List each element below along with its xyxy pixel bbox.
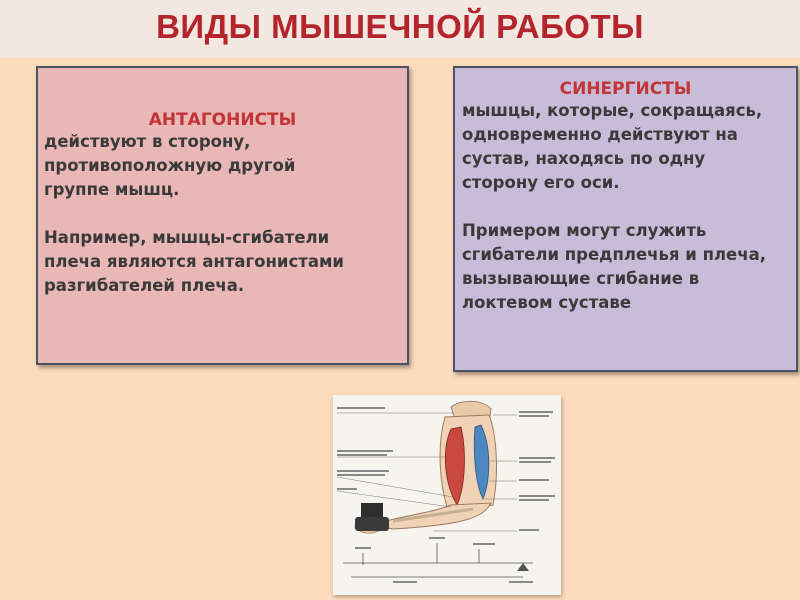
text-line: сторону его оси. [462,173,620,192]
text-line: противоположную другой [44,156,296,175]
text-line: разгибателей плеча. [44,276,245,295]
antagonists-example [38,226,407,298]
arm-muscle-anatomy-illustration [333,395,561,595]
text-line: одновременно действуют на [462,125,738,144]
synergists-example [455,219,796,315]
text-line: вызывающие сгибание в [462,269,700,288]
text-line: сгибатели предплечья и плеча, [462,245,766,264]
text-line: плеча являются антагонистами [44,252,344,271]
page-title: ВИДЫ МЫШЕЧНОЙ РАБОТЫ [156,8,644,45]
text-line: действуют в сторону, [44,132,251,151]
text-line: Примером могут служить [462,221,707,240]
text-line: сустав, находясь по одну [462,149,706,168]
antagonists-definition [38,130,407,202]
text-line: группе мышц. [44,180,180,199]
antagonists-box [36,66,409,365]
text-line: мышцы, которые, сокращаясь, [462,101,763,120]
antagonists-heading: АНТАГОНИСТЫ [148,110,297,130]
text-line: локтевом суставе [462,293,632,312]
synergists-heading: СИНЕРГИСТЫ [559,79,692,99]
synergists-box [453,66,798,372]
text-line: Например, мышцы-сгибатели [44,228,330,247]
synergists-definition [455,99,796,195]
arm-anatomy-figure [333,395,561,595]
